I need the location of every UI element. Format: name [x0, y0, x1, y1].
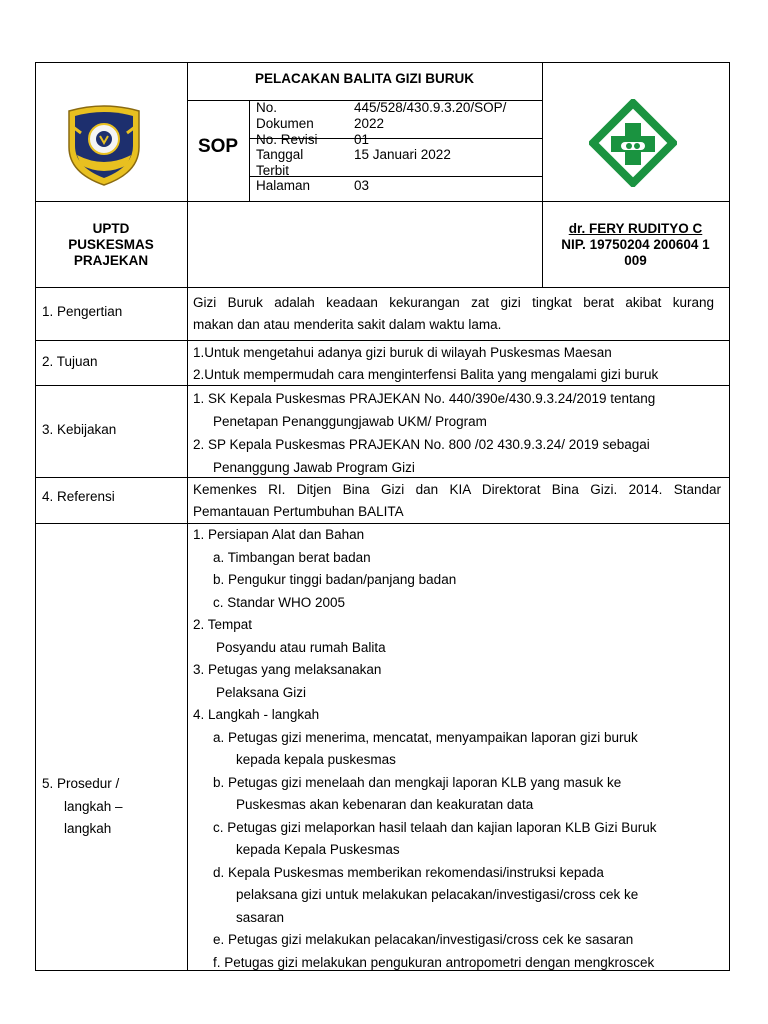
- signer-name: dr. FERY RUDITYO C: [568, 221, 703, 236]
- signer-block: dr. FERY RUDITYO C NIP. 19750204 200604 1 009: [542, 221, 729, 269]
- list-item: f. Petugas gizi melakukan pengukuran antropometri dengan mengkroscek: [213, 954, 655, 970]
- meta-value-page: 03: [354, 178, 370, 193]
- list-item: a. Petugas gizi menerima, mencatat, menyampaikan laporan gizi buruk: [213, 729, 638, 745]
- meta-value-revision: 01: [354, 132, 370, 147]
- list-item: d. Kepala Puskesmas memberikan rekomendasi/instruksi kepada: [213, 864, 604, 880]
- section-content-pengertian: Gizi Buruk adalah keadaan kekurangan zat gizi tingkat berat akibat kurang: [193, 295, 714, 310]
- meta-label-revision: No. Revisi: [256, 132, 318, 147]
- list-item: Pelaksana Gizi: [216, 684, 307, 700]
- puskesmas-logo: [589, 99, 677, 187]
- regional-emblem-logo: [63, 103, 145, 187]
- organization-name: UPTD PUSKESMAS PRAJEKAN: [68, 221, 154, 268]
- section-content-referensi: Kemenkes RI. Ditjen Bina Gizi dan KIA Direktorat Bina Gizi. 2014. Standar: [193, 482, 721, 497]
- list-item: kepada kepala puskesmas: [236, 752, 396, 767]
- sop-divider: [249, 100, 250, 201]
- meta-label-page: Halaman: [256, 178, 311, 193]
- row-divider: [35, 287, 730, 288]
- list-item: b. Pengukur tinggi badan/panjang badan: [213, 572, 457, 587]
- section-label-kebijakan: 3. Kebijakan: [42, 422, 117, 437]
- table-border-left: [35, 62, 36, 970]
- header-divider: [35, 201, 730, 202]
- column-divider: [187, 62, 188, 970]
- section-content-kebijakan: 1. SK Kepala Puskesmas PRAJEKAN No. 440/390e/430.9.3.24/2019 tentang Penetapan Penanggungjawab UKM/ Program 2. SP Kepala Puskesmas PRAJEKAN No. 800 /02 430.9.3.24/ 2019 sebagai Penanggung Jawab Program Gizi: [193, 391, 656, 475]
- section-label-prosedur: 5. Prosedur / langkah – langkah: [42, 776, 123, 836]
- meta-value-doc-no: 445/528/430.9.3.20/SOP/ 2022: [354, 100, 507, 131]
- section-content-prosedur: [193, 524, 657, 974]
- section-content-tujuan: 1.Untuk mengetahui adanya gizi buruk di wilayah Puskesmas Maesan 2.Untuk mempermudah cara menginterfensi Balita yang mengalami gizi buruk: [193, 345, 659, 382]
- list-item: 4. Langkah - langkah: [193, 707, 320, 722]
- list-item: 2. Tempat: [193, 617, 253, 632]
- section-label-pengertian: 1. Pengertian: [42, 304, 123, 319]
- document-title: PELACAKAN BALITA GIZI BURUK: [255, 71, 474, 86]
- section-label-referensi: 4. Referensi: [42, 489, 115, 504]
- sop-label: SOP: [197, 136, 239, 157]
- section-label-tujuan: 2. Tujuan: [42, 354, 98, 369]
- signer-nip: NIP. 19750204 200604 1: [561, 237, 710, 252]
- list-item: 3. Petugas yang melaksanakan: [193, 662, 382, 677]
- list-item: Posyandu atau rumah Balita: [216, 639, 386, 655]
- list-item: e. Petugas gizi melakukan pelacakan/investigasi/cross cek ke sasaran: [213, 932, 634, 947]
- list-item: pelaksana gizi untuk melakukan pelacakan/investigasi/cross cek ke: [236, 887, 639, 902]
- list-item: c. Standar WHO 2005: [213, 594, 346, 610]
- list-item: sasaran: [236, 909, 285, 925]
- list-item: b. Petugas gizi menelaah dan mengkaji laporan KLB yang masuk ke: [213, 774, 622, 790]
- meta-label-doc-no: No. Dokumen: [256, 100, 314, 131]
- list-item: Puskesmas akan kebenaran dan keakuratan data: [236, 797, 534, 812]
- list-item: c. Petugas gizi melaporkan hasil telaah dan kajian laporan KLB Gizi Buruk: [213, 819, 657, 835]
- table-border-right: [729, 62, 730, 970]
- list-item: 1. Persiapan Alat dan Bahan: [193, 527, 365, 542]
- meta-label-date: Tanggal Terbit: [256, 147, 304, 178]
- list-item: a. Timbangan berat badan: [213, 549, 371, 565]
- meta-value-date: 15 Januari 2022: [354, 147, 451, 162]
- row-divider: [35, 340, 730, 341]
- list-item: kepada Kepala Puskesmas: [236, 842, 400, 857]
- table-border-top: [35, 62, 730, 63]
